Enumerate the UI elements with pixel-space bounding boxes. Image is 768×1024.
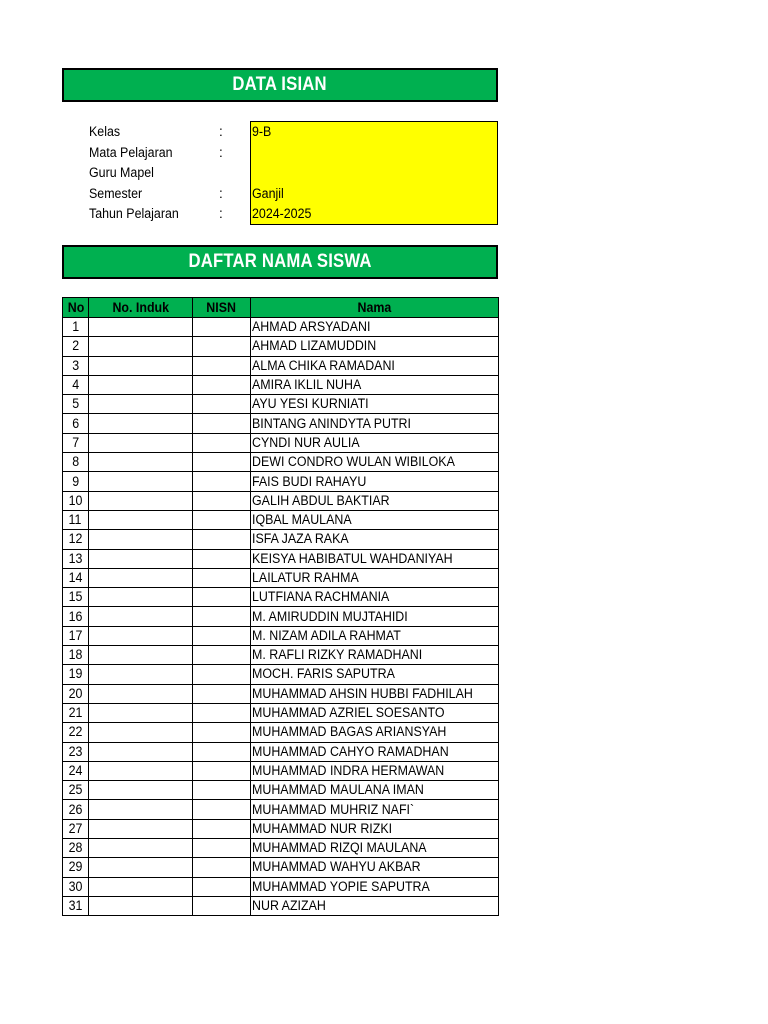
cell-no[interactable]: 21 xyxy=(63,703,89,722)
cell-no[interactable]: 5 xyxy=(63,395,89,414)
cell-no[interactable]: 2 xyxy=(63,337,89,356)
cell-no-induk[interactable] xyxy=(89,549,193,568)
cell-no[interactable]: 28 xyxy=(63,839,89,858)
table-row xyxy=(63,568,499,587)
cell-nisn[interactable] xyxy=(193,646,251,665)
cell-nisn[interactable] xyxy=(193,337,251,356)
cell-no[interactable]: 12 xyxy=(63,530,89,549)
info-label-mata-pelajaran: Mata Pelajaran xyxy=(89,144,173,160)
cell-no[interactable]: 16 xyxy=(63,607,89,626)
cell-nisn[interactable] xyxy=(193,684,251,703)
table-row xyxy=(63,819,499,838)
cell-nisn[interactable] xyxy=(193,510,251,529)
cell-nama[interactable]: MUHAMMAD BAGAS ARIANSYAH xyxy=(251,723,499,742)
header-nisn: NISN xyxy=(193,298,251,318)
cell-nisn[interactable] xyxy=(193,414,251,433)
table-row xyxy=(63,800,499,819)
cell-no-induk[interactable] xyxy=(89,472,193,491)
cell-nisn[interactable] xyxy=(193,549,251,568)
cell-no[interactable]: 30 xyxy=(63,877,89,896)
cell-no-induk[interactable] xyxy=(89,433,193,452)
cell-nama[interactable]: BINTANG ANINDYTA PUTRI xyxy=(251,414,499,433)
cell-nama[interactable]: MUHAMMAD NUR RIZKI xyxy=(251,819,499,838)
table-row xyxy=(63,646,499,665)
cell-nama[interactable]: DEWI CONDRO WULAN WIBILOKA xyxy=(251,453,499,472)
cell-nama[interactable]: M. AMIRUDDIN MUJTAHIDI xyxy=(251,607,499,626)
table-row xyxy=(63,491,499,510)
cell-nisn[interactable] xyxy=(193,761,251,780)
cell-nama[interactable]: MUHAMMAD MUHRIZ NAFI` xyxy=(251,800,499,819)
table-row xyxy=(63,684,499,703)
cell-no[interactable]: 26 xyxy=(63,800,89,819)
table-row xyxy=(63,877,499,896)
cell-no-induk[interactable] xyxy=(89,819,193,838)
table-row xyxy=(63,665,499,684)
cell-no[interactable]: 17 xyxy=(63,626,89,645)
cell-no-induk[interactable] xyxy=(89,530,193,549)
cell-nama[interactable]: IQBAL MAULANA xyxy=(251,510,499,529)
cell-no-induk[interactable] xyxy=(89,800,193,819)
cell-no[interactable]: 8 xyxy=(63,453,89,472)
table-row xyxy=(63,607,499,626)
table-row xyxy=(63,858,499,877)
cell-nisn[interactable] xyxy=(193,318,251,337)
table-row xyxy=(63,742,499,761)
cell-no-induk[interactable] xyxy=(89,375,193,394)
info-label-kelas: Kelas xyxy=(89,124,121,139)
info-label-guru-mapel: Guru Mapel xyxy=(89,165,154,180)
table-row xyxy=(63,588,499,607)
info-colon-tahun-pelajaran: : xyxy=(219,206,223,221)
table-row xyxy=(63,549,499,568)
cell-no[interactable]: 1 xyxy=(63,318,89,337)
cell-no-induk[interactable] xyxy=(89,337,193,356)
info-colon-kelas: : xyxy=(219,124,223,139)
cell-nisn[interactable] xyxy=(193,819,251,838)
cell-nisn[interactable] xyxy=(193,588,251,607)
table-row xyxy=(63,510,499,529)
daftar-nama-siswa-title: DAFTAR NAMA SISWA xyxy=(188,251,372,272)
info-label-tahun-pelajaran: Tahun Pelajaran xyxy=(89,206,179,221)
cell-nama[interactable]: CYNDI NUR AULIA xyxy=(251,433,499,452)
info-row-semester xyxy=(89,184,259,205)
cell-no-induk[interactable] xyxy=(89,588,193,607)
table-row xyxy=(63,356,499,375)
header-no-induk: No. Induk xyxy=(89,298,193,318)
cell-nisn[interactable] xyxy=(193,800,251,819)
data-isian-title: DATA ISIAN xyxy=(232,74,328,95)
value-semester[interactable]: Ganjil xyxy=(252,185,284,201)
cell-no-induk[interactable] xyxy=(89,626,193,645)
cell-nisn[interactable] xyxy=(193,491,251,510)
cell-nisn[interactable] xyxy=(193,896,251,915)
cell-no[interactable]: 4 xyxy=(63,375,89,394)
table-row xyxy=(63,530,499,549)
cell-nama[interactable]: MUHAMMAD CAHYO RAMADHAN xyxy=(251,742,499,761)
cell-nisn[interactable] xyxy=(193,839,251,858)
cell-no[interactable]: 24 xyxy=(63,761,89,780)
cell-no-induk[interactable] xyxy=(89,510,193,529)
table-row xyxy=(63,414,499,433)
table-row xyxy=(63,626,499,645)
cell-nama[interactable]: KEISYA HABIBATUL WAHDANIYAH xyxy=(251,549,499,568)
cell-no-induk[interactable] xyxy=(89,781,193,800)
cell-no-induk[interactable] xyxy=(89,839,193,858)
cell-no[interactable]: 9 xyxy=(63,472,89,491)
cell-nama[interactable]: AHMAD ARSYADANI xyxy=(251,318,499,337)
cell-no[interactable]: 13 xyxy=(63,549,89,568)
cell-nama[interactable]: AMIRA IKLIL NUHA xyxy=(251,375,499,394)
cell-nisn[interactable] xyxy=(193,375,251,394)
table-row xyxy=(63,472,499,491)
info-row-tahun-pelajaran xyxy=(89,204,259,225)
cell-nama[interactable]: LAILATUR RAHMA xyxy=(251,568,499,587)
cell-no-induk[interactable] xyxy=(89,684,193,703)
cell-no[interactable]: 3 xyxy=(63,356,89,375)
cell-no[interactable]: 14 xyxy=(63,568,89,587)
table-row xyxy=(63,896,499,915)
cell-no[interactable]: 19 xyxy=(63,665,89,684)
cell-nisn[interactable] xyxy=(193,433,251,452)
cell-no-induk[interactable] xyxy=(89,453,193,472)
table-row xyxy=(63,761,499,780)
cell-no[interactable]: 31 xyxy=(63,896,89,915)
info-row-kelas xyxy=(89,122,259,143)
table-row xyxy=(63,453,499,472)
table-row xyxy=(63,723,499,742)
cell-no[interactable]: 10 xyxy=(63,491,89,510)
cell-nisn[interactable] xyxy=(193,530,251,549)
cell-no[interactable]: 15 xyxy=(63,588,89,607)
cell-nama[interactable]: MUHAMMAD MAULANA IMAN xyxy=(251,781,499,800)
cell-nisn[interactable] xyxy=(193,626,251,645)
cell-no-induk[interactable] xyxy=(89,665,193,684)
cell-nisn[interactable] xyxy=(193,703,251,722)
cell-no-induk[interactable] xyxy=(89,318,193,337)
cell-no-induk[interactable] xyxy=(89,356,193,375)
cell-no-induk[interactable] xyxy=(89,896,193,915)
info-colon-mata-pelajaran: : xyxy=(219,144,223,160)
cell-no-induk[interactable] xyxy=(89,723,193,742)
table-row xyxy=(63,703,499,722)
header-nama: Nama xyxy=(251,298,499,318)
cell-no-induk[interactable] xyxy=(89,761,193,780)
cell-nama[interactable]: M. NIZAM ADILA RAHMAT xyxy=(251,626,499,645)
cell-nama[interactable]: LUTFIANA RACHMANIA xyxy=(251,588,499,607)
cell-nama[interactable]: MUHAMMAD INDRA HERMAWAN xyxy=(251,761,499,780)
cell-nama[interactable]: NUR AZIZAH xyxy=(251,896,499,915)
table-header-row xyxy=(63,298,499,318)
cell-nisn[interactable] xyxy=(193,723,251,742)
cell-nama[interactable]: MUHAMMAD RIZQI MAULANA xyxy=(251,839,499,858)
cell-no[interactable]: 29 xyxy=(63,858,89,877)
cell-no[interactable]: 18 xyxy=(63,646,89,665)
info-labels xyxy=(89,122,259,225)
info-colon-semester: : xyxy=(219,185,223,201)
data-isian-banner xyxy=(62,68,498,102)
table-body xyxy=(63,318,499,916)
table-row xyxy=(63,839,499,858)
info-label-semester: Semester xyxy=(89,185,143,201)
cell-no-induk[interactable] xyxy=(89,858,193,877)
cell-nama[interactable]: MOCH. FARIS SAPUTRA xyxy=(251,665,499,684)
student-table xyxy=(62,297,499,916)
cell-no[interactable]: 6 xyxy=(63,414,89,433)
cell-nisn[interactable] xyxy=(193,472,251,491)
cell-nisn[interactable] xyxy=(193,356,251,375)
cell-no[interactable]: 11 xyxy=(63,510,89,529)
cell-nisn[interactable] xyxy=(193,665,251,684)
cell-nama[interactable]: MUHAMMAD AZRIEL SOESANTO xyxy=(251,703,499,722)
cell-nama[interactable]: AHMAD LIZAMUDDIN xyxy=(251,337,499,356)
table-row xyxy=(63,375,499,394)
table-row xyxy=(63,318,499,337)
table-row xyxy=(63,395,499,414)
cell-nisn[interactable] xyxy=(193,453,251,472)
cell-no-induk[interactable] xyxy=(89,414,193,433)
cell-nama[interactable]: M. RAFLI RIZKY RAMADHANI xyxy=(251,646,499,665)
cell-nisn[interactable] xyxy=(193,877,251,896)
cell-no[interactable]: 22 xyxy=(63,723,89,742)
cell-nama[interactable]: ALMA CHIKA RAMADANI xyxy=(251,356,499,375)
cell-nisn[interactable] xyxy=(193,781,251,800)
cell-nisn[interactable] xyxy=(193,742,251,761)
cell-nisn[interactable] xyxy=(193,395,251,414)
cell-no[interactable]: 27 xyxy=(63,819,89,838)
cell-nama[interactable]: ISFA JAZA RAKA xyxy=(251,530,499,549)
header-no: No xyxy=(63,298,89,318)
cell-no-induk[interactable] xyxy=(89,568,193,587)
cell-nama[interactable]: MUHAMMAD YOPIE SAPUTRA xyxy=(251,877,499,896)
cell-nisn[interactable] xyxy=(193,568,251,587)
cell-no-induk[interactable] xyxy=(89,395,193,414)
cell-no[interactable]: 7 xyxy=(63,433,89,452)
cell-no-induk[interactable] xyxy=(89,877,193,896)
value-kelas[interactable]: 9-B xyxy=(252,124,272,139)
cell-no-induk[interactable] xyxy=(89,646,193,665)
table-row xyxy=(63,433,499,452)
cell-nama[interactable]: FAIS BUDI RAHAYU xyxy=(251,472,499,491)
value-tahun-pelajaran[interactable]: 2024-2025 xyxy=(252,206,312,221)
cell-no[interactable]: 20 xyxy=(63,684,89,703)
table-row xyxy=(63,781,499,800)
cell-nama[interactable]: GALIH ABDUL BAKTIAR xyxy=(251,491,499,510)
info-input-box[interactable] xyxy=(250,121,498,225)
cell-nama[interactable]: MUHAMMAD WAHYU AKBAR xyxy=(251,858,499,877)
info-row-guru-mapel xyxy=(89,163,259,184)
cell-no[interactable]: 25 xyxy=(63,781,89,800)
cell-nama[interactable]: AYU YESI KURNIATI xyxy=(251,395,499,414)
table-row xyxy=(63,337,499,356)
cell-no-induk[interactable] xyxy=(89,703,193,722)
cell-no[interactable]: 23 xyxy=(63,742,89,761)
cell-no-induk[interactable] xyxy=(89,607,193,626)
info-row-mata-pelajaran xyxy=(89,143,259,164)
daftar-nama-siswa-banner xyxy=(62,245,498,279)
cell-nisn[interactable] xyxy=(193,607,251,626)
cell-no-induk[interactable] xyxy=(89,491,193,510)
cell-nisn[interactable] xyxy=(193,858,251,877)
cell-nama[interactable]: MUHAMMAD AHSIN HUBBI FADHILAH xyxy=(251,684,499,703)
cell-no-induk[interactable] xyxy=(89,742,193,761)
